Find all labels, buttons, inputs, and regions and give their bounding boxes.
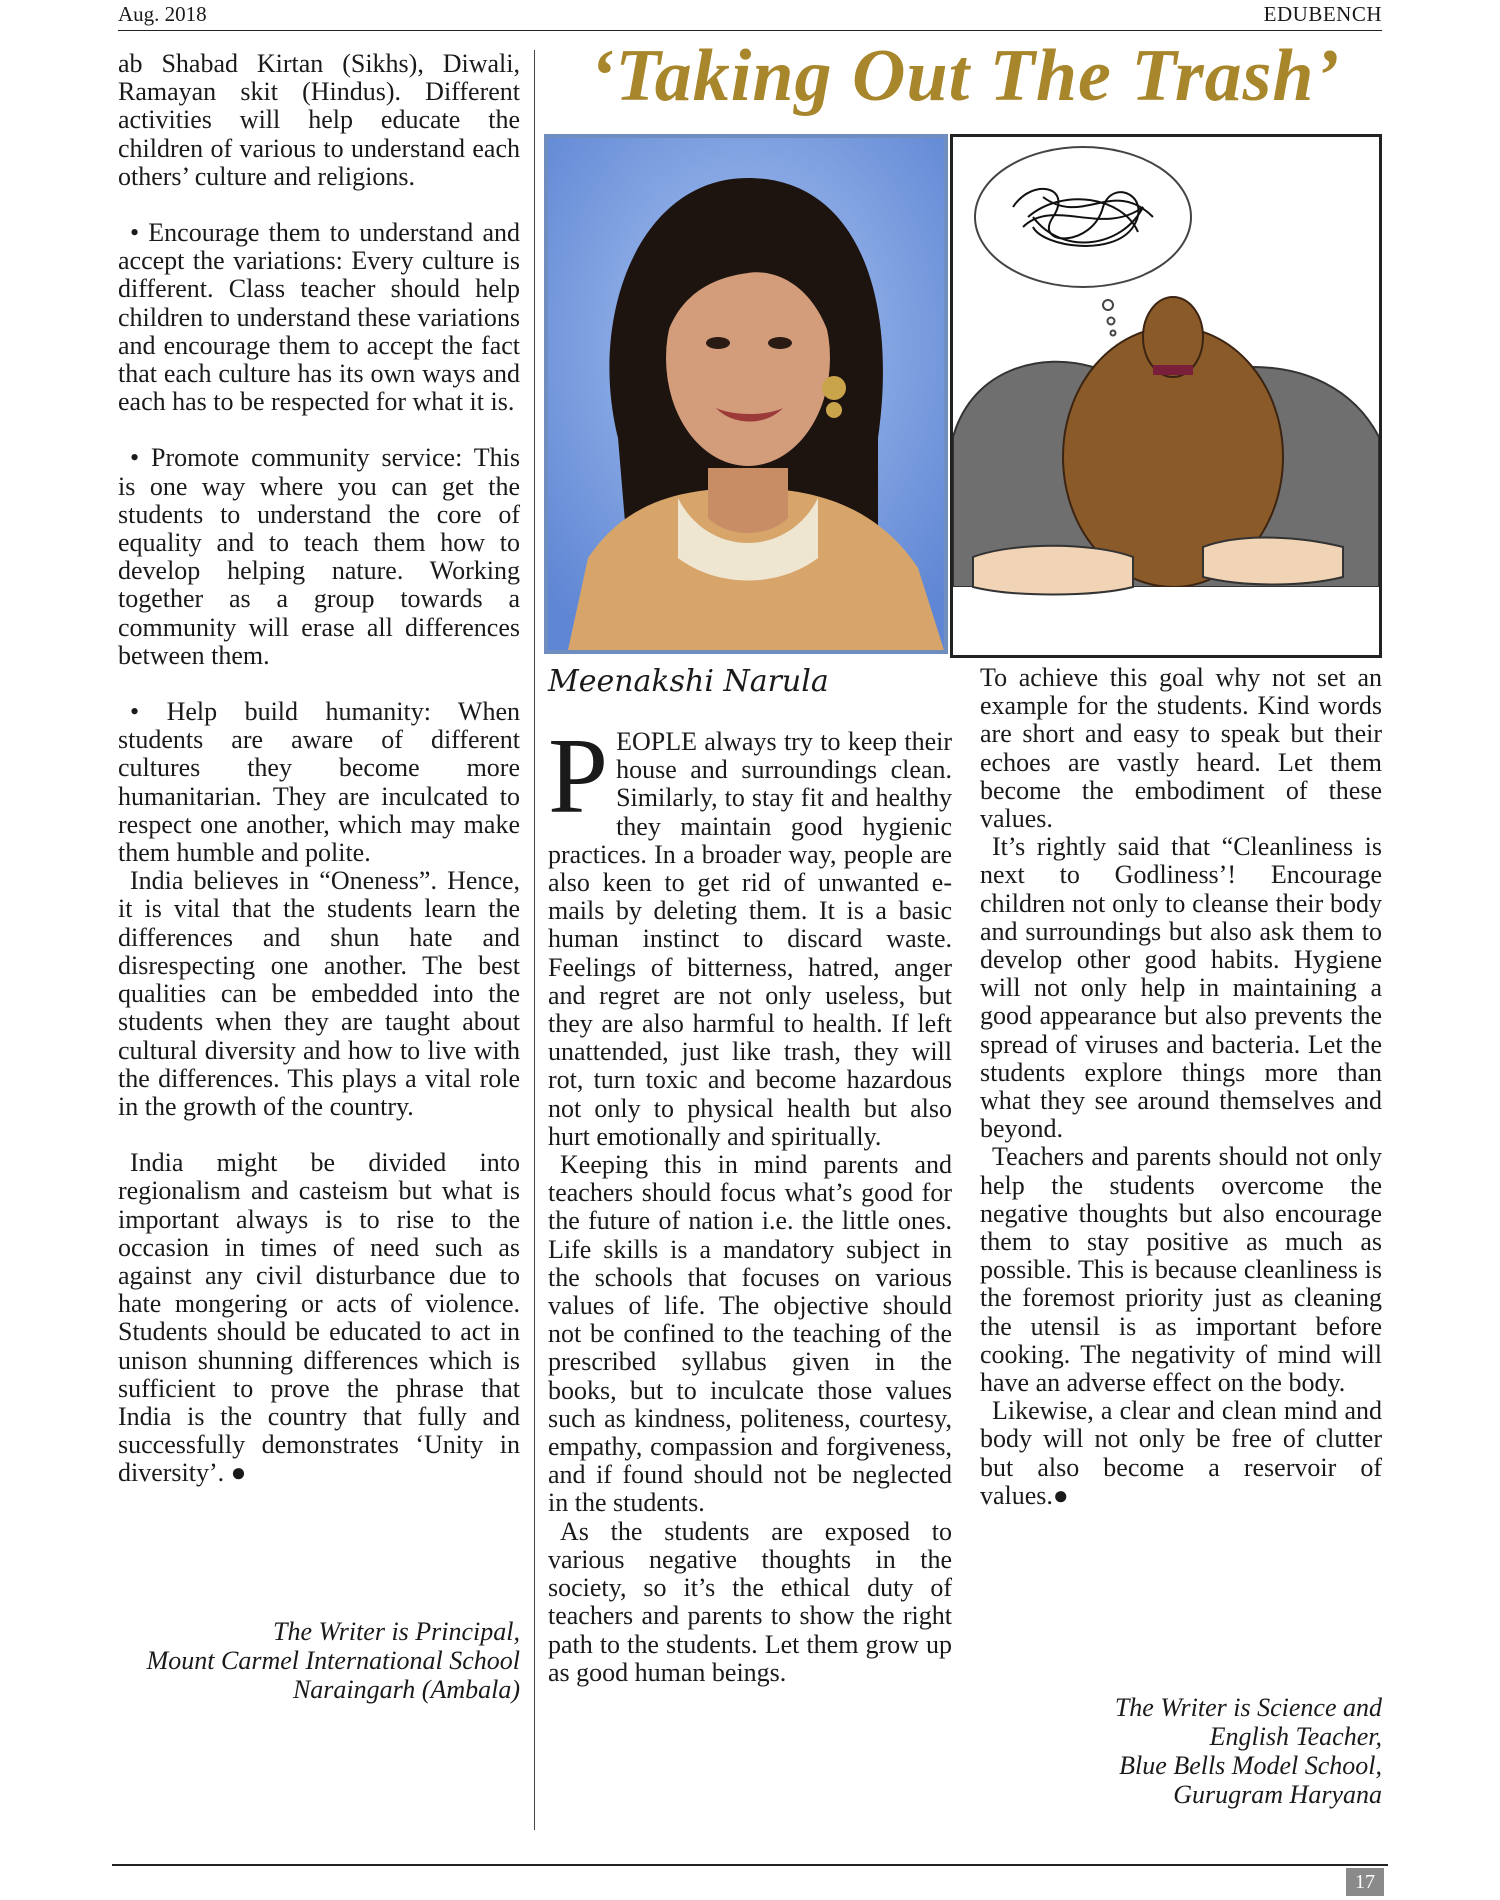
article-author: Meenakshi Narula xyxy=(548,664,829,699)
author-photo xyxy=(544,134,948,654)
article-paragraph: Likewise, a clear and clean mind and body will not only be free of clutter but also become a reservoir of values.● xyxy=(980,1396,1382,1510)
article-paragraph: To achieve this goal why not set an example for the students. Kind words are short and easy to speak but their echoes are vastly heard. Let them become the embodiment of these values. xyxy=(980,663,1382,834)
article-paragraph: Teachers and parents should not only help the students overcome the negative thoughts but also encourage them to stay positive as much as possible. This is because cleanliness is the foremost priority just as cleaning the utensil is as important before cooking. The negativity of mind will have an adverse effect on the body. xyxy=(980,1142,1382,1398)
stressed-woman-illustration xyxy=(950,134,1382,658)
article-paragraph: It’s rightly said that “Cleanliness is next to Godliness’! Encourage children not only to cleanse their body and surroundings but also ask them to develop other good habits. Hygiene will not only help in maintaining a good appearance but also prevents the spread of viruses and bacteria. Let the students explore things more than what they see around themselves and beyond. xyxy=(980,832,1382,1144)
credit-line: Mount Carmel International School xyxy=(146,1646,520,1675)
credit-line: English Teacher, xyxy=(1209,1722,1382,1751)
left-paragraph: ab Shabad Kirtan (Sikhs), Diwali, Ramayan skit (Hindus). Different activities will help educate the children of various to understand each others’ culture and religions. xyxy=(118,49,520,191)
header-rule xyxy=(118,30,1382,31)
credit-line: The Writer is Science and xyxy=(1114,1693,1382,1722)
credit-line: Naraingarh (Ambala) xyxy=(292,1675,520,1704)
left-paragraph: • Encourage them to understand and accept the variations: Every culture is different. Class teacher should help children to understand these variations and encourage them to accept the fact that each culture has its own ways and each has to be respected for what it is. xyxy=(118,218,520,417)
page-number: 17 xyxy=(1346,1868,1384,1896)
article-paragraph: Keeping this in mind parents and teachers should focus what’s good for the future of nation i.e. the little ones. Life skills is a mandatory subject in the schools that focuses on various values of life. The objective should not be confined to the teaching of the prescribed syllabus given in the books, but to inculcate those values such as kindness, politeness, courtesy, empathy, compassion and forgiveness, and if found should not be neglected in the students. xyxy=(548,1150,952,1518)
issue-date: Aug. 2018 xyxy=(118,2,207,26)
credit-line: Blue Bells Model School, xyxy=(1119,1751,1382,1780)
left-writer-credit xyxy=(118,1617,520,1704)
article-middle-column xyxy=(548,717,952,1687)
credit-line: Gurugram Haryana xyxy=(1173,1780,1382,1809)
article-paragraph: As the students are exposed to various negative thoughts in the society, so it’s the ethical duty of teachers and parents to show the right path to the students. Let them grow up as good human beings. xyxy=(548,1516,952,1687)
credit-line: The Writer is Principal, xyxy=(273,1617,520,1646)
left-paragraph: • Promote community service: This is one way where you can get the students to understand the core of equality and to teach them how to develop helping nature. Working together as a group towards a community will erase all differences between them. xyxy=(118,443,520,670)
article-lead-text: EOPLE always try to keep their house and surroundings clean. Similarly, to stay fit and healthy they maintain good hygienic practices. In a broader way, people are also keen to get rid of unwanted e-mails by deleting them. It is a basic human instinct to discard waste. Feelings of bitterness, hatred, anger and regret are not only useless, but they are also harmful to health. If left unattended, just like trash, they will rot, turn toxic and become hazardous not only to physical health but also hurt emotionally and spiritually. xyxy=(548,727,952,1151)
drop-cap: P xyxy=(548,717,609,836)
right-writer-credit xyxy=(980,1693,1382,1809)
article-paragraph xyxy=(548,717,952,1151)
publication-name: EDUBENCH xyxy=(1263,2,1382,26)
article-title: ‘Taking Out The Trash’ xyxy=(589,35,1341,117)
column-divider xyxy=(534,50,535,1830)
left-paragraph: • Help build humanity: When students are aware of different cultures they become more humanitarian. They are inculcated to respect one another, which may make them humble and polite. xyxy=(118,697,520,868)
left-paragraph: India believes in “Oneness”. Hence, it is vital that the students learn the differences and shun hate and disrespecting one another. The best qualities can be embedded into the students when they are taught about cultural diversity and how to live with the differences. This plays a vital role in the growth of the country. xyxy=(118,866,520,1121)
left-paragraph: India might be divided into regionalism and casteism but what is important always is to rise to the occasion in times of need such as against any civil disturbance due to hate mongering or acts of violence. Students should be educated to act in unison shunning differences which is sufficient to prove the phrase that India is the country that fully and successfully demonstrates ‘Unity in diversity’. ● xyxy=(118,1148,520,1488)
left-column xyxy=(118,50,520,1488)
article-right-column xyxy=(980,664,1382,1510)
footer-rule xyxy=(112,1864,1388,1866)
